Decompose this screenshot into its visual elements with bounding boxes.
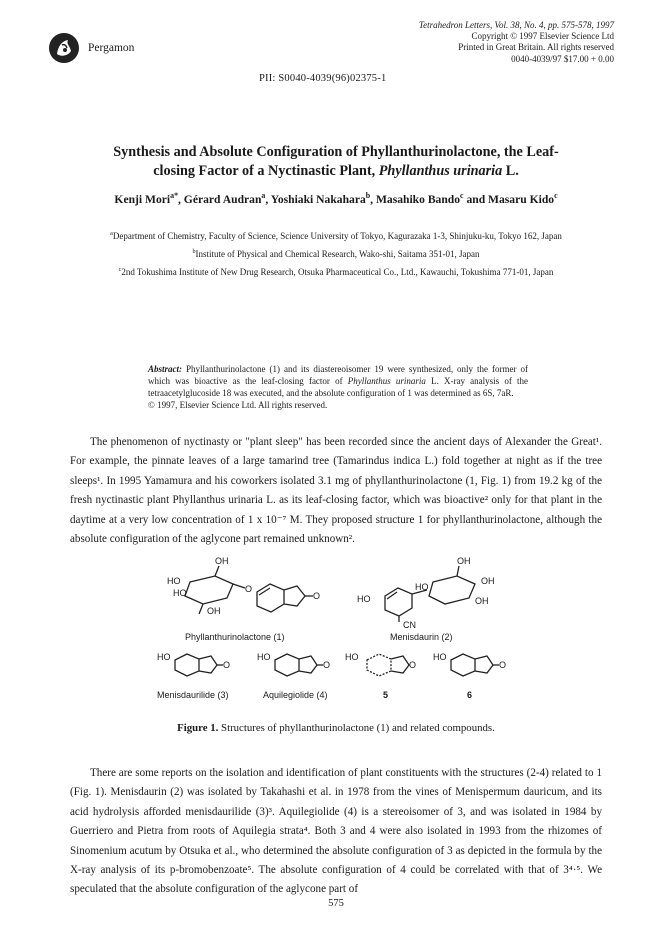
journal-line: 0040-4039/97 $17.00 + 0.00 (511, 53, 614, 64)
author-name: Gérard Audran (183, 193, 262, 206)
atom-label: O (499, 660, 507, 670)
journal-line: Printed in Great Britain. All rights reserved (458, 42, 614, 53)
atom-label: O (323, 660, 331, 670)
compound-label: 6 (467, 690, 473, 700)
atom-label: O (245, 584, 253, 594)
atom-label: OH (481, 576, 495, 586)
atom-label: CN (403, 620, 416, 630)
copyright-notice: © 1997, Elsevier Science Ltd. All rights reserved. (148, 400, 328, 410)
atom-label: O (409, 660, 417, 670)
compound-label: Phyllanthurinolactone (1) (185, 632, 285, 642)
journal-citation (384, 20, 614, 65)
affiliation-c: $^c$2nd Tokushima Institute of New Drug Research, Otsuka Pharmaceutical Co., Ltd., Kawauchi, Tokushima 771-01, Japan (118, 267, 554, 277)
atom-label: OH (207, 606, 221, 616)
page-number: 575 (328, 898, 344, 909)
pii-identifier: PII: S0040-4039(96)02375-1 (259, 73, 387, 84)
article-title (70, 143, 602, 181)
atom-label: HO (167, 576, 181, 586)
atom-label: HO (433, 652, 447, 662)
journal-line: Tetrahedron Letters, Vol. 38, No. 4, pp. 575-578, 1997 (418, 20, 614, 30)
atom-label: HO (173, 588, 187, 598)
author-name: Yoshiaki Nakahara (270, 193, 366, 206)
atom-label: HO (345, 652, 359, 662)
title-line: closing Factor of a Nyctinastic Plant, Phyllanthus urinaria L. (153, 163, 519, 179)
atom-label: O (313, 591, 321, 601)
figure-caption: Figure 1. Structures of phyllanthurinolactone (1) and related compounds. (177, 722, 495, 734)
body-paragraph: There are some reports on the isolation and identification of plant constituents with the structures (2-4) related to 1 (Fig. 1). Menisdaurin (2) was isolated by Takahashi et al. in 1978 from the vines of Menispermum dauricum, and its acid hydrolysis afforded menisdaurilide (3)³. Aquilegiolide (4) is a stereoisomer of 3, and was isolated in 1984 by Guerriero and Pietra from roots of Aquilegia strata⁴. Both 3 and 4 were also isolated in 1993 from the rhizomes of Sinomenium acutum by Otsuka et al., who determined the absolute configuration of 3 as depicted in the formula by the X-ray analysis of its p-bromobenzoate⁵. The absolute configuration of 4 could be correlated with that of 3⁴·⁵. We speculated that the absolute configuration of the aglycone part of (70, 767, 602, 896)
author-list: Kenji Mori$^{a*}$, Gérard Audran$^a$, Yoshiaki Nakahara$^b$, Masahiko Bando$^c$ and Masaru Kido$^c$ (114, 191, 558, 206)
compound-label: 5 (383, 690, 389, 700)
author-affiliation-marker: c (460, 191, 464, 201)
title-line: Synthesis and Absolute Configuration of Phyllanthurinolactone, the Leaf- (113, 144, 559, 160)
atom-label: OH (215, 556, 229, 566)
atom-label: O (223, 660, 231, 670)
figure-1-structures (145, 556, 565, 712)
author-affiliation-marker: a* (170, 191, 178, 201)
author-name: Masahiko Bando (375, 193, 461, 206)
publisher-logo-icon (48, 32, 80, 64)
affiliation-b: $^b$Institute of Physical and Chemical Research, Wako-shi, Saitama 351-01, Japan (192, 249, 480, 259)
abstract-label: Abstract: (148, 364, 183, 374)
author-affiliation-marker: b (365, 191, 371, 201)
atom-label: HO (357, 594, 371, 604)
compound-label: Aquilegiolide (4) (263, 690, 328, 700)
abstract: Abstract: Phyllanthurinolactone (1) and its diastereoisomer 19 were synthesized, only the former of which was bioactive as the leaf-closing factor of Phyllanthus urinaria L. X-ray analysis of the tetraacetylglucoside 18 was executed, and the absolute configuration of 1 was determined as 6S, 7aR. © 1997, Elsevier Science Ltd. All rights reserved. (148, 364, 528, 410)
compound-label: Menisdaurin (2) (390, 632, 453, 642)
body-paragraph: The phenomenon of nyctinasty or "plant sleep" has been recorded since the ancient days of Alexander the Great¹. For example, the pinnate leaves of a large tamarind tree (Tamarindus indica L.) fold together at night as if the tree sleeps¹. In 1995 Yamamura and his coworkers isolated 3.1 mg of phyllanthurinolactone (1, Fig. 1) from 19.2 kg of the fresh nyctinastic plant Phyllanthus urinaria L. as its leaf-closing factor, which was bioactive² only for that plant in the daytime at a very low concentration of 1 x 10⁻⁷ M. They proposed structure 1 for phyllanthurinolactone, although the absolute configuration of the aglycone part remained unknown². (70, 436, 602, 546)
compound-label: Menisdaurilide (3) (157, 690, 229, 700)
atom-label: OH (457, 556, 471, 566)
atom-label: HO (415, 582, 429, 592)
journal-line: Copyright © 1997 Elsevier Science Ltd (471, 31, 614, 42)
author-affiliation-marker: c (554, 191, 558, 201)
atom-label: HO (257, 652, 271, 662)
atom-label: HO (157, 652, 171, 662)
affiliation-a: $^a$Department of Chemistry, Faculty of Science, Science University of Tokyo, Kagurazaka 1-3, Shinjuku-ku, Tokyo 162, Japan (110, 231, 562, 241)
atom-label: OH (475, 596, 489, 606)
publisher-name: Pergamon (88, 42, 135, 54)
author-affiliation-marker: a (261, 191, 266, 201)
author-name: Masaru Kido (488, 193, 555, 206)
author-name: Kenji Mori (114, 193, 171, 206)
